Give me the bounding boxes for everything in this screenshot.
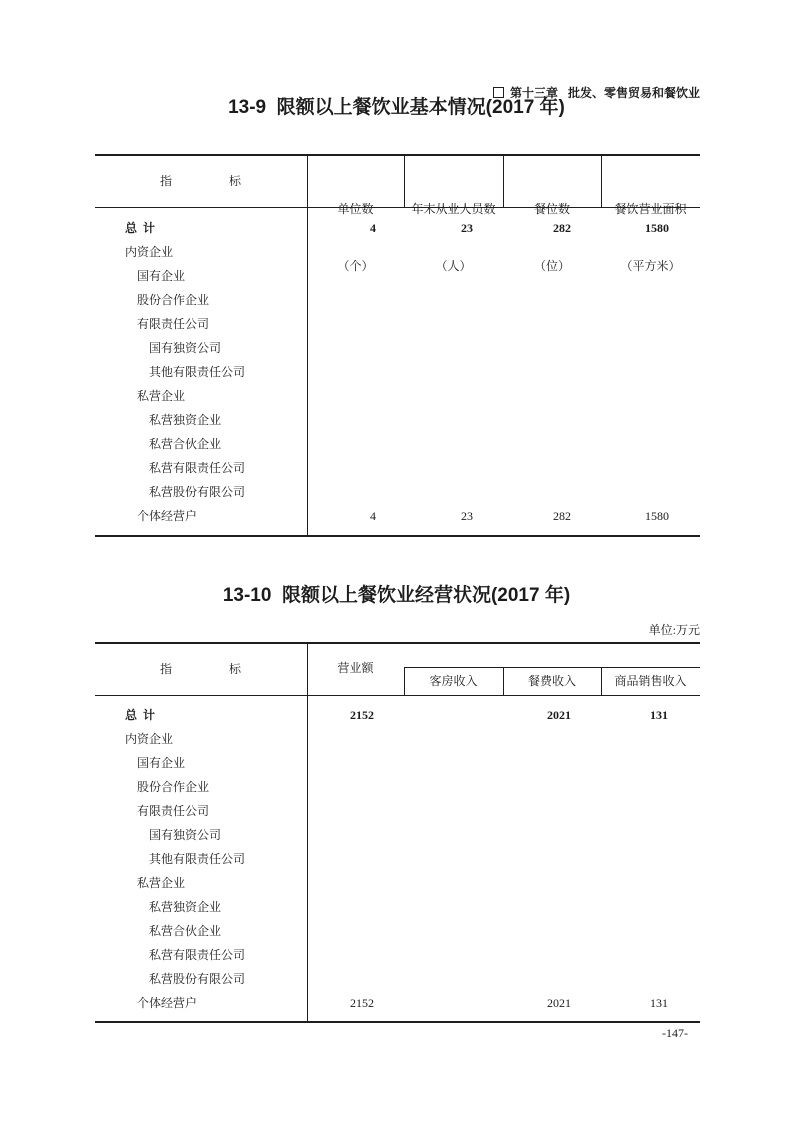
cell-value: 2152	[350, 996, 374, 1010]
cell-value: 1580	[645, 221, 669, 235]
row-label: 个体经营户	[137, 996, 198, 1010]
table-row	[0, 921, 793, 941]
chapter-number: 第十三章	[509, 86, 558, 100]
row-label: 私营企业	[137, 876, 186, 890]
row-label: 其他有限责任公司	[149, 365, 246, 379]
table1-title: 13-9 限额以上餐饮业基本情况(2017 年)	[228, 97, 565, 118]
cell-value: 23	[461, 509, 473, 523]
subcolumn-header-catering-revenue: 餐费收入	[527, 674, 576, 688]
subcolumn-header-goods-sales: 商品销售收入	[614, 674, 687, 688]
table-row	[0, 849, 793, 869]
stub-header-char: 指	[160, 662, 173, 676]
stub-header-char: 标	[229, 662, 242, 676]
table-row	[0, 290, 793, 310]
table-row	[0, 434, 793, 454]
column-header-label: 餐位数	[533, 202, 570, 216]
row-label: 总 计	[125, 221, 156, 235]
cell-value: 131	[650, 996, 668, 1010]
row-label: 股份合作企业	[137, 293, 210, 307]
chapter-title: 批发、零售贸易和餐饮业	[567, 86, 700, 100]
cell-value: 131	[650, 708, 668, 722]
cell-value: 4	[370, 509, 376, 523]
row-label: 私营股份有限公司	[149, 972, 246, 986]
table-row	[0, 506, 793, 526]
table-row	[0, 362, 793, 382]
row-label: 私营股份有限公司	[149, 485, 246, 499]
table-row	[0, 458, 793, 478]
row-label: 国有独资公司	[149, 341, 222, 355]
cell-value: 2021	[547, 996, 571, 1010]
table2-title: 13-10 限额以上餐饮业经营状况(2017 年)	[222, 585, 571, 606]
column-header-unit: （位）	[533, 259, 570, 273]
cell-value: 4	[370, 221, 376, 235]
table-row	[0, 386, 793, 406]
row-label: 总 计	[125, 708, 156, 722]
row-label: 个体经营户	[137, 509, 198, 523]
table2-header-rule	[95, 695, 700, 696]
row-label: 国有企业	[137, 756, 186, 770]
total-row	[0, 218, 793, 238]
row-label: 有限责任公司	[137, 317, 210, 331]
subcolumn-header-room-revenue: 客房收入	[429, 674, 478, 688]
row-label: 国有独资公司	[149, 828, 222, 842]
table-row	[0, 969, 793, 989]
table-row	[0, 897, 793, 917]
table1-top-rule	[95, 154, 700, 156]
table-row	[0, 482, 793, 502]
table-row	[0, 410, 793, 430]
stub-header-char: 标	[229, 174, 242, 188]
table-row	[0, 753, 793, 773]
table-row	[0, 825, 793, 845]
cell-value: 2021	[547, 708, 571, 722]
table-row	[0, 729, 793, 749]
table2-top-rule	[95, 642, 700, 644]
cell-value: 282	[553, 509, 571, 523]
cell-value: 2152	[350, 708, 374, 722]
page-number: -147-	[662, 1026, 688, 1040]
total-row	[0, 705, 793, 725]
column-header-label: 餐饮营业面积	[614, 202, 687, 216]
column-header-label: 单位数	[337, 202, 374, 216]
column-header-unit: （个）	[337, 259, 374, 273]
cell-value: 282	[553, 221, 571, 235]
unit-note: 单位:万元	[648, 623, 700, 637]
stub-header-char: 指	[160, 174, 173, 188]
row-label: 私营有限责任公司	[149, 948, 246, 962]
column-header-label: 年末从业人员数	[411, 202, 496, 216]
table-row	[0, 242, 793, 262]
row-label: 私营企业	[137, 389, 186, 403]
table1-bottom-rule	[95, 535, 700, 537]
table-row	[0, 873, 793, 893]
table-row	[0, 266, 793, 286]
row-label: 其他有限责任公司	[149, 852, 246, 866]
cell-value: 23	[461, 221, 473, 235]
row-label: 私营独资企业	[149, 900, 222, 914]
table-row	[0, 777, 793, 797]
row-label: 内资企业	[125, 245, 174, 259]
row-label: 私营合伙企业	[149, 924, 222, 938]
row-label: 私营独资企业	[149, 413, 222, 427]
table2-subheader-rule	[404, 667, 700, 668]
column-header-unit: （人）	[435, 259, 472, 273]
row-label: 国有企业	[137, 269, 186, 283]
row-label: 内资企业	[125, 732, 174, 746]
row-label: 私营有限责任公司	[149, 461, 246, 475]
table-row	[0, 945, 793, 965]
table-row	[0, 314, 793, 334]
table-row	[0, 993, 793, 1013]
column-header-revenue: 营业额	[337, 661, 374, 675]
cell-value: 1580	[645, 509, 669, 523]
column-header-unit: （平方米）	[620, 259, 681, 273]
row-label: 有限责任公司	[137, 804, 210, 818]
table2-bottom-rule	[95, 1021, 700, 1023]
table-row	[0, 801, 793, 821]
row-label: 股份合作企业	[137, 780, 210, 794]
table-row	[0, 338, 793, 358]
row-label: 私营合伙企业	[149, 437, 222, 451]
